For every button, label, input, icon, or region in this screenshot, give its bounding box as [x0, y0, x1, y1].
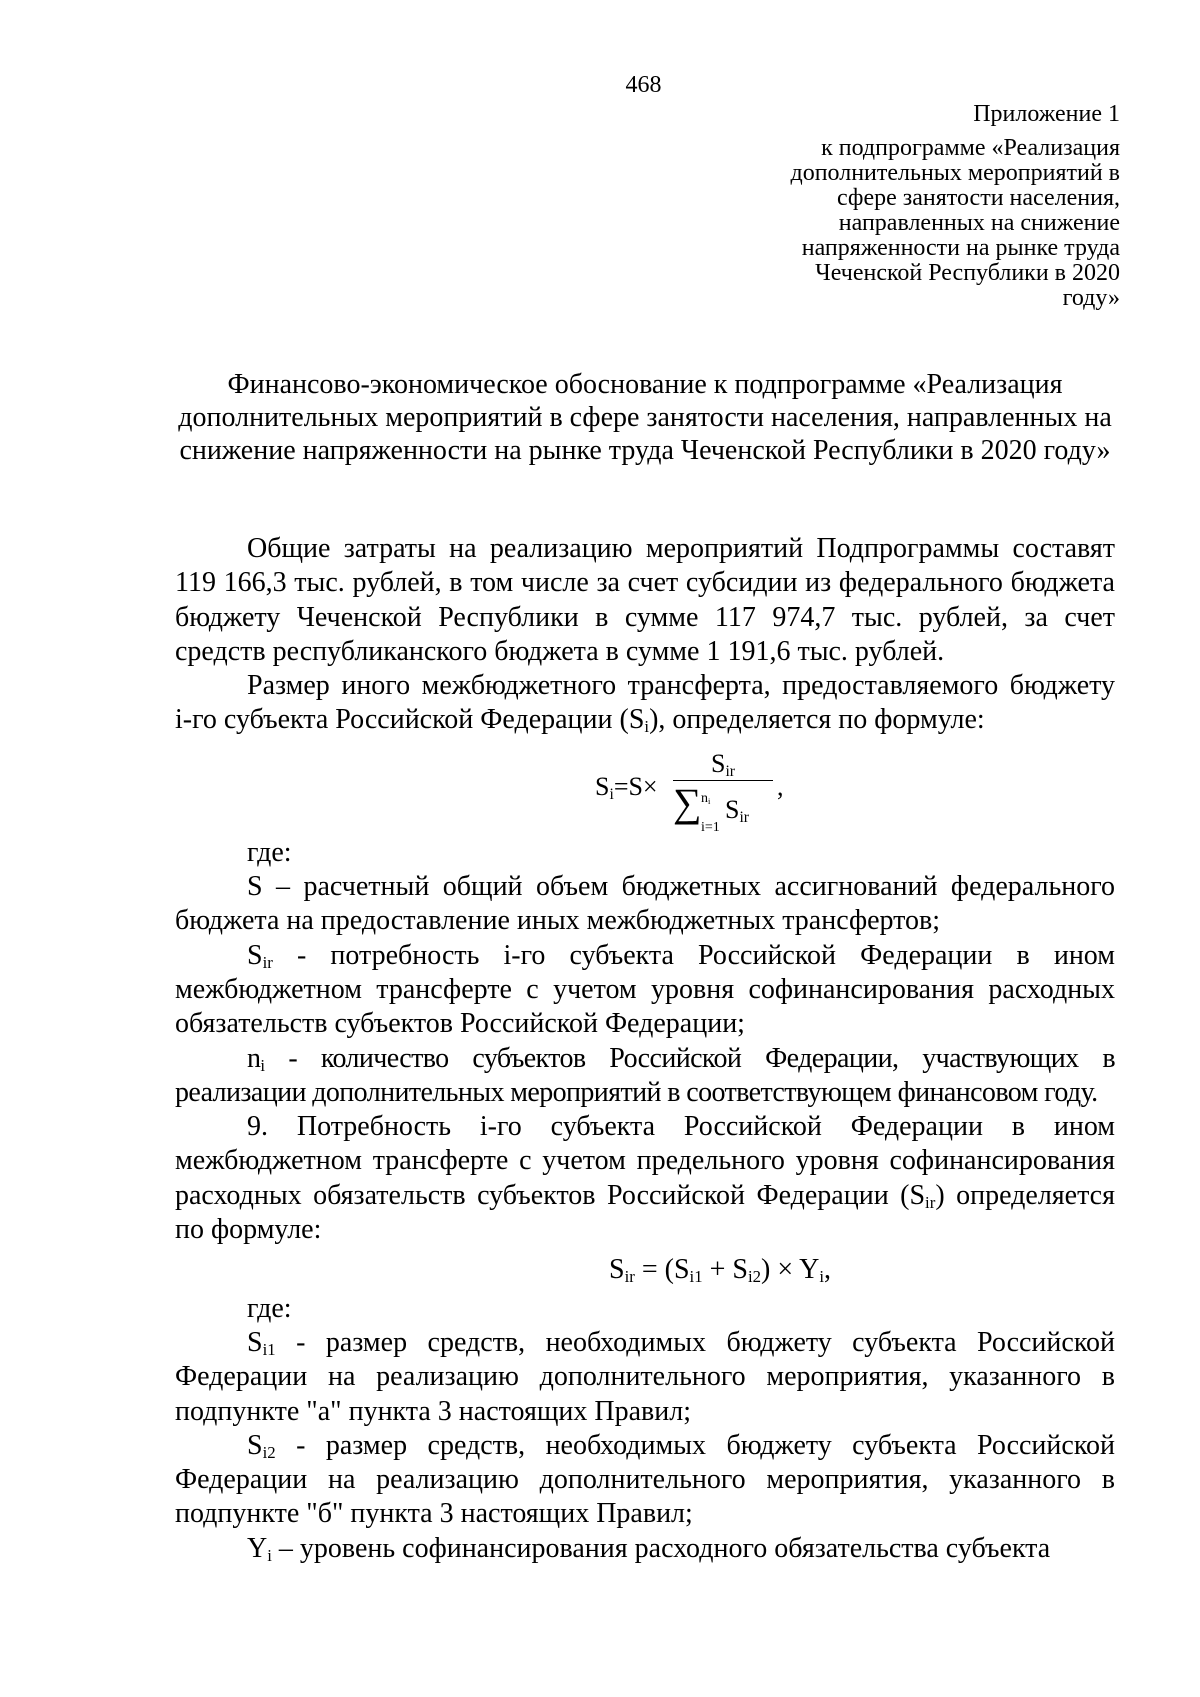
definition-s: S – расчетный общий объем бюджетных ассигнований федерального бюджета на предоставление иных межбюджетных трансфертов;: [175, 871, 1115, 937]
definition-ni: $n_i$ - количество субъектов Российской Федерации, участвующих в реализации дополнительных мероприятий в соответствующем финансовом году.: [175, 1042, 1115, 1108]
paragraph-total-costs: Общие затраты на реализацию мероприятий Подпрограммы составят 119 166,3 тыс. рублей, в том числе за счет субсидии из федерального бюджета бюджету Чеченской Республики в сумме 117 974,7 тыс. рублей, за счет средств республиканского бюджета в сумме 1 191,6 тыс. рублей.: [175, 533, 1115, 667]
where-label: где:: [247, 836, 292, 868]
definition-si2: $S_{i2}$ - размер средств, необходимых бюджету субъекта Российской Федерации на реализацию дополнительного мероприятия, указанного в подпункте "б" пункта 3 настоящих Правил;: [175, 1429, 1115, 1530]
document-body: [175, 532, 1115, 1566]
formula-sir: $S_{ir} = (S_{i1} + S_{i2}) \times Y_i$,: [609, 1254, 831, 1287]
definition-sir: $S_{ir}$ - потребность i-го субъекта Российской Федерации в ином межбюджетном трансферте с учетом уровня софинансирования расходных обязательств субъектов Российской Федерации;: [175, 939, 1115, 1040]
paragraph-transfer-size: Размер иного межбюджетного трансферта, предоставляемого бюджету i-го субъекта Российской Федерации $(S_i)$, определяется по формуле:: [175, 670, 1115, 737]
appendix-label: Приложение 1: [973, 101, 1120, 127]
definition-si1: $S_{i1}$ - размер средств, необходимых бюджету субъекта Российской Федерации на реализацию дополнительного мероприятия, указанного в подпункте "а" пункта 3 настоящих Правил;: [175, 1326, 1115, 1427]
where-label-2: где:: [247, 1292, 292, 1324]
document-title: Финансово-экономическое обоснование к подпрограмме «Реализация дополнительных мероприятий в сфере занятости населения, направленных на снижение напряженности на рынке труда Чеченской Республики в 2020 году»: [178, 369, 1112, 466]
sum-sign: ∑: [673, 779, 702, 825]
formula-transfer: $S_i=S\times$ $S_{ir}$ ∑ $n_i$ i=1 $S_{ir}$ ,: [595, 748, 784, 835]
formula-denominator: ∑ $n_i$ i=1 $S_{ir}$: [673, 779, 749, 835]
page-number: 468: [625, 72, 662, 98]
paragraph-9: 9. Потребность i-го субъекта Российской Федерации в ином межбюджетном трансферте с учетом предельного уровня софинансирования расходных обязательств субъектов Российской Федерации $(S_{ir})$ определяется по формуле:: [175, 1111, 1115, 1246]
appendix-reference: к подпрограмме «Реализация дополнительных мероприятий в сфере занятости населения, направленных на снижение напряженности на рынке труда Чеченской Республики в 2020 году»: [790, 135, 1120, 311]
definition-yi: $Y_i$ – уровень софинансирования расходного обязательства субъекта: [247, 1532, 1051, 1565]
formula-numerator: $S_{ir}$: [711, 748, 735, 780]
